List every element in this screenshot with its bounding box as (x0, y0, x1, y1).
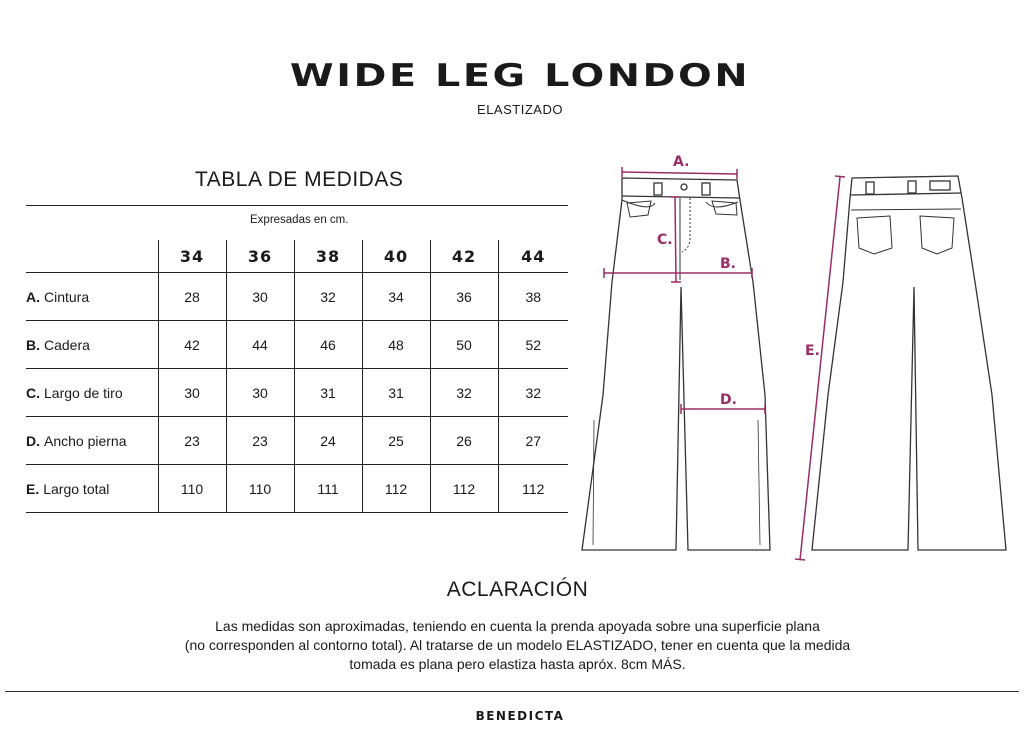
row-label (26, 321, 158, 369)
row-letter: D. (26, 432, 40, 449)
table-cell: 50 (430, 321, 498, 369)
table-cell: 28 (158, 273, 226, 321)
measure-label-b: B. (720, 256, 736, 272)
pants-measurement-diagram (570, 150, 1010, 570)
table-cell: 112 (498, 465, 568, 513)
row-letter: E. (26, 480, 40, 497)
table-cell: 112 (362, 465, 430, 513)
back-pants-drawing (812, 176, 1006, 550)
table-row (26, 465, 568, 513)
table-cell: 30 (158, 369, 226, 417)
table-cell: 52 (498, 321, 568, 369)
table-row (26, 273, 568, 321)
table-cell: 111 (294, 465, 362, 513)
clarification-heading: ACLARACIÓN (446, 578, 589, 601)
row-label (26, 417, 158, 465)
table-cell: 26 (430, 417, 498, 465)
table-cell: 23 (226, 417, 294, 465)
table-row (26, 417, 568, 465)
units-note: Expresadas en cm. (250, 214, 349, 226)
measurement-markers (604, 167, 845, 560)
table-cell: 32 (430, 369, 498, 417)
row-name: Ancho pierna (44, 432, 127, 449)
table-cell: 31 (294, 369, 362, 417)
measure-label-c: C. (657, 232, 673, 248)
row-name: Largo total (43, 480, 110, 497)
row-label (26, 369, 158, 417)
row-name: Cintura (44, 288, 90, 305)
size-header: 34 (158, 240, 226, 273)
row-name: Largo de tiro (44, 384, 123, 401)
product-subtitle: ELASTIZADO (477, 102, 563, 117)
clarification-line: tomada es plana pero elastiza hasta apróx. 8cm MÁS. (349, 656, 686, 672)
size-header-corner (26, 240, 158, 273)
clarification-line: Las medidas son aproximadas, teniendo en cuenta la prenda apoyada sobre una superficie plana (215, 618, 820, 634)
table-row (26, 321, 568, 369)
table-cell: 44 (226, 321, 294, 369)
table-cell: 30 (226, 273, 294, 321)
table-cell: 36 (430, 273, 498, 321)
measure-label-d: D. (720, 392, 737, 408)
table-cell: 46 (294, 321, 362, 369)
footer-divider (5, 691, 1019, 692)
table-cell: 32 (498, 369, 568, 417)
size-header: 44 (498, 240, 568, 273)
table-cell: 31 (362, 369, 430, 417)
size-header: 38 (294, 240, 362, 273)
row-label (26, 273, 158, 321)
row-letter: B. (26, 336, 40, 353)
table-cell: 32 (294, 273, 362, 321)
brand-logo: BENEDICTA (475, 709, 565, 723)
size-header: 40 (362, 240, 430, 273)
table-cell: 27 (498, 417, 568, 465)
table-cell: 24 (294, 417, 362, 465)
measure-label-a: A. (673, 154, 690, 170)
clarification-text (0, 617, 1024, 674)
product-title: WIDE LEG LONDON (289, 58, 751, 94)
table-cell: 42 (158, 321, 226, 369)
size-header-row (26, 240, 568, 273)
size-table (26, 240, 568, 513)
row-letter: C. (26, 384, 40, 401)
size-table-heading: TABLA DE MEDIDAS (195, 168, 404, 191)
table-cell: 112 (430, 465, 498, 513)
table-cell: 34 (362, 273, 430, 321)
table-cell: 110 (226, 465, 294, 513)
size-header: 42 (430, 240, 498, 273)
row-label (26, 465, 158, 513)
table-cell: 25 (362, 417, 430, 465)
row-name: Cadera (44, 336, 90, 353)
table-cell: 30 (226, 369, 294, 417)
table-cell: 38 (498, 273, 568, 321)
table-cell: 23 (158, 417, 226, 465)
table-cell: 48 (362, 321, 430, 369)
table-row (26, 369, 568, 417)
measure-label-e: E. (805, 343, 820, 359)
table-top-divider (26, 205, 568, 206)
row-letter: A. (26, 288, 40, 305)
clarification-line: (no corresponden al contorno total). Al tratarse de un modelo ELASTIZADO, tener en cuenta que la medida (184, 637, 851, 653)
table-cell: 110 (158, 465, 226, 513)
size-header: 36 (226, 240, 294, 273)
